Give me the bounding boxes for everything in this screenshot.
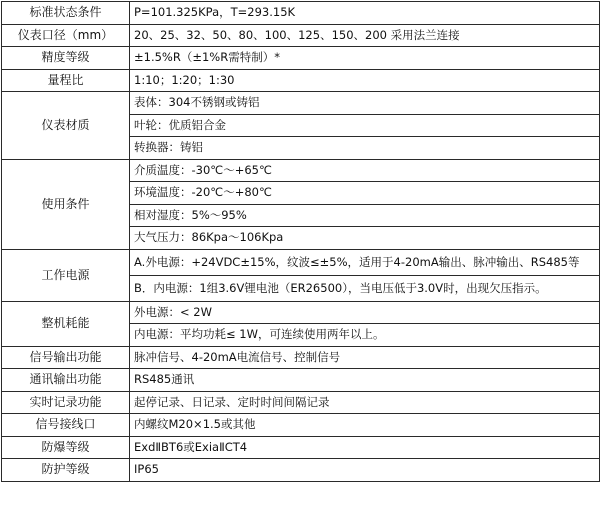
external-power-supply: A.外电源：+24VDC±15%，纹波≤±5%，适用于4-20mA输出、脉冲输出、RS485等 [130,249,600,275]
specification-table [1,1,600,482]
meter-material-label: 仪表材质 [2,92,130,160]
external-power-consumption: 外电源：< 2W [130,301,600,324]
signal-connection-label: 信号接线口 [2,414,130,437]
internal-power-supply: B．内电源：1组3.6V锂电池（ER26500），当电压低于3.0V时，出现欠压指示。 [130,275,600,301]
communication-output-label: 通讯输出功能 [2,369,130,392]
table-row [2,414,600,437]
table-row [2,369,600,392]
medium-temperature: 介质温度：-30℃～+65℃ [130,159,600,182]
table-row [2,346,600,369]
meter-material-converter: 转换器：铸铝 [130,137,600,160]
meter-material-impeller: 叶轮：优质铝合金 [130,114,600,137]
realtime-recording-label: 实时记录功能 [2,391,130,414]
realtime-recording-value: 起停记录、日记录、定时时间间隔记录 [130,391,600,414]
range-ratio-value: 1:10；1:20；1:30 [130,69,600,92]
meter-diameter-label: 仪表口径（mm） [2,24,130,47]
explosion-proof-label: 防爆等级 [2,436,130,459]
table-row [2,301,600,324]
ambient-temperature: 环境温度：-20℃～+80℃ [130,182,600,205]
table-row [2,459,600,482]
table-row [2,47,600,70]
protection-class-value: IP65 [130,459,600,482]
table-row [2,249,600,275]
relative-humidity: 相对湿度：5%～95% [130,204,600,227]
table-row [2,391,600,414]
table-row [2,92,600,115]
power-supply-label: 工作电源 [2,249,130,301]
meter-material-body: 表体：304不锈钢或铸铝 [130,92,600,115]
table-row [2,436,600,459]
range-ratio-label: 量程比 [2,69,130,92]
protection-class-label: 防护等级 [2,459,130,482]
standard-condition-value: P=101.325KPa，T=293.15K [130,2,600,25]
standard-condition-label: 标准状态条件 [2,2,130,25]
table-row [2,2,600,25]
atmospheric-pressure: 大气压力：86Kpa～106Kpa [130,227,600,250]
operating-conditions-label: 使用条件 [2,159,130,249]
meter-diameter-value: 20、25、32、50、80、100、125、150、200 采用法兰连接 [130,24,600,47]
power-consumption-label: 整机耗能 [2,301,130,346]
communication-output-value: RS485通讯 [130,369,600,392]
table-row [2,159,600,182]
accuracy-class-label: 精度等级 [2,47,130,70]
explosion-proof-value: ExdⅡBT6或ExiaⅡCT4 [130,436,600,459]
table-row [2,24,600,47]
internal-power-consumption: 内电源：平均功耗≤ 1W，可连续使用两年以上。 [130,324,600,347]
table-row [2,69,600,92]
signal-output-value: 脉冲信号、4-20mA电流信号、控制信号 [130,346,600,369]
signal-output-label: 信号输出功能 [2,346,130,369]
accuracy-class-value: ±1.5%R（±1%R需特制）* [130,47,600,70]
signal-connection-value: 内螺纹M20×1.5或其他 [130,414,600,437]
